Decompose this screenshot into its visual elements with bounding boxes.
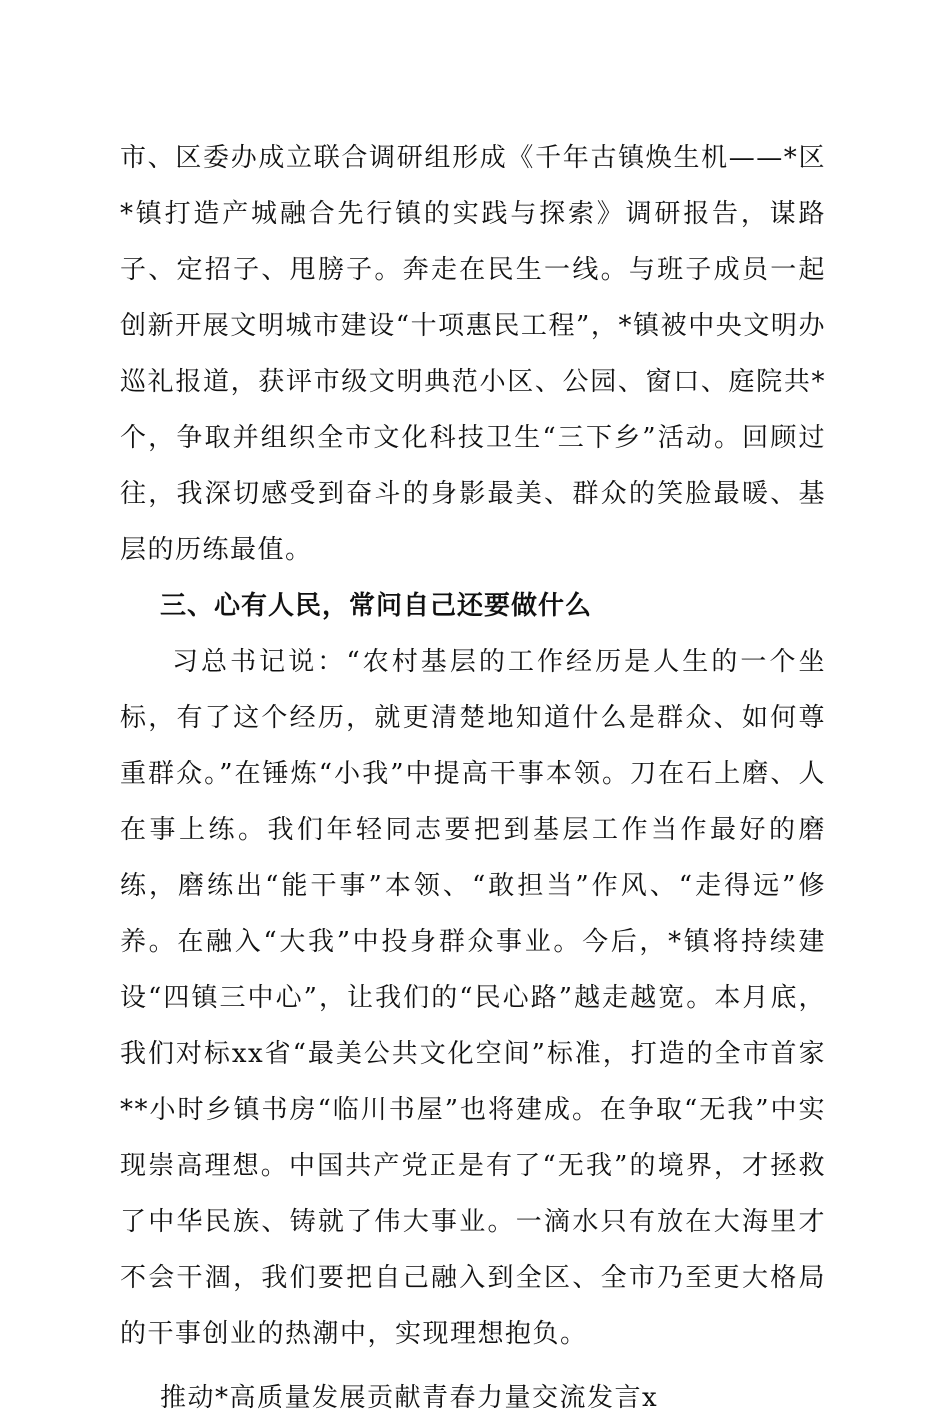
document-body (120, 130, 826, 1426)
continued-paragraph: 市、区委办成立联合调研组形成《千年古镇焕生机——*区*镇打造产城融合先行镇的实践与探索》调研报告，谋路子、定招子、甩膀子。奔走在民生一线。与班子成员一起创新开展文明城市建设“十项惠民工程”，*镇被中央文明办巡礼报道，获评市级文明典范小区、公园、窗口、庭院共*个，争取并组织全市文化科技卫生“三下乡”活动。回顾过往，我深切感受到奋斗的身影最美、群众的笑脸最暖、基层的历练最值。 (120, 143, 826, 565)
section-paragraph: 习总书记说：“农村基层的工作经历是人生的一个坐标，有了这个经历，就更清楚地知道什么是群众、如何尊重群众。”在锤炼“小我”中提高干事本领。刀在石上磨、人在事上练。我们年轻同志要把到基层工作当作最好的磨练，磨练出“能干事”本领、“敢担当”作风、“走得远”修养。在融入“大我”中投身群众事业。今后，*镇将持续建设“四镇三中心”，让我们的“民心路”越走越宽。本月底，我们对标xx省“最美公共文化空间”标准，打造的全市首家**小时乡镇书房“临川书屋”也将建成。在争取“无我”中实现崇高理想。中国共产党正是有了“无我”的境界，才拯救了中华民族、铸就了伟大事业。一滴水只有放在大海里才不会干涸，我们要把自己融入到全区、全市乃至更大格局的干事创业的热潮中，实现理想抱负。 (120, 647, 826, 1349)
section-heading: 三、心有人民，常问自己还要做什么 (160, 591, 593, 621)
document-title-line: 推动*高质量发展贡献青春力量交流发言x (160, 1383, 659, 1413)
